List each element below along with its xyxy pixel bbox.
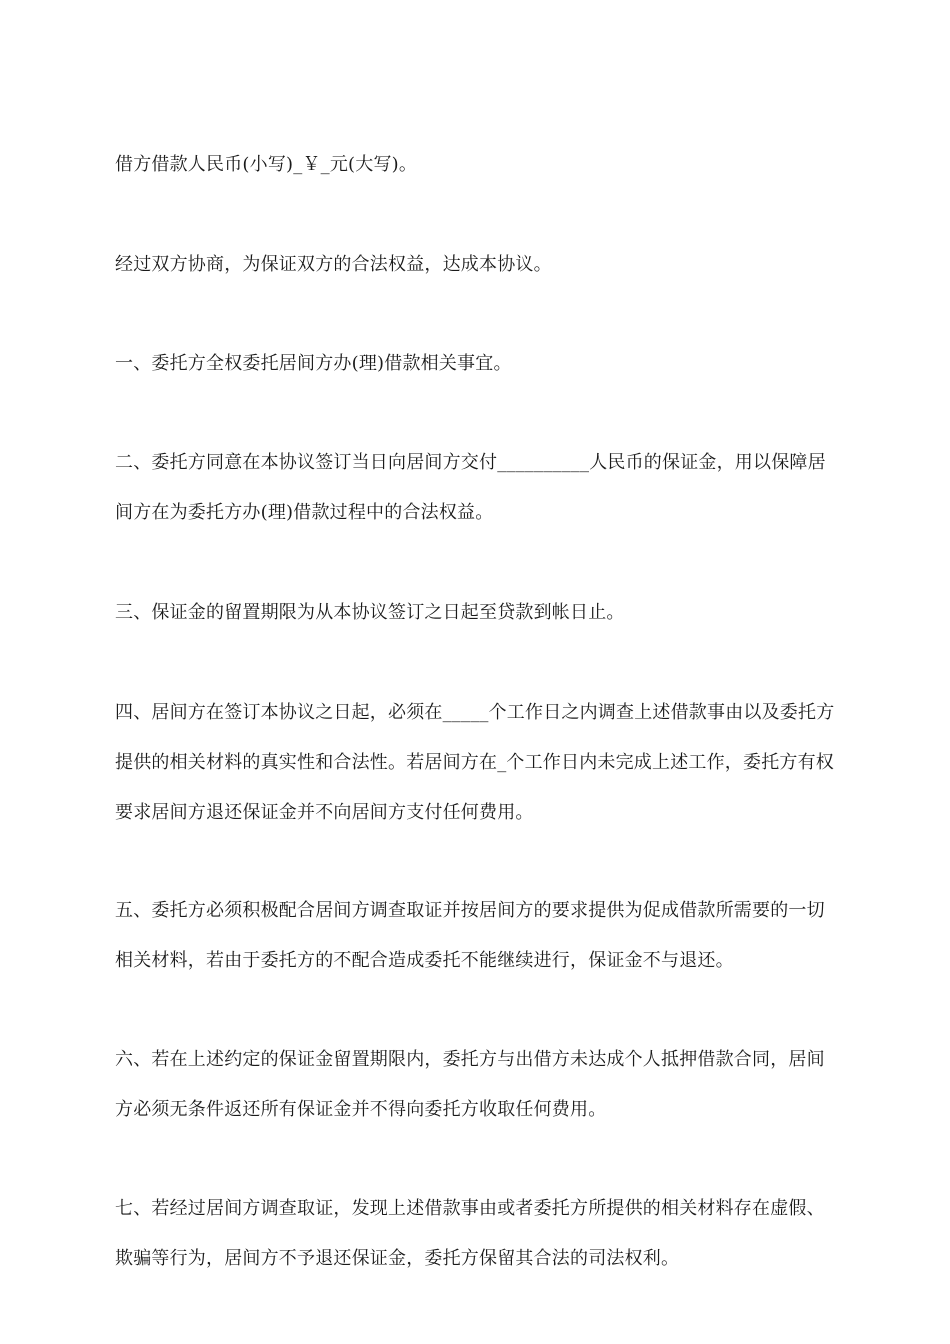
paragraph-clause-3: 三、保证金的留置期限为从本协议签订之日起至贷款到帐日止。 [115,602,625,623]
paragraph-loan-amount: 借方借款人民币(小写)_￥_元(大写)。 [115,154,418,175]
paragraph-clause-7: 七、若经过居间方调查取证，发现上述借款事由或者委托方所提供的相关材料存在虚假、欺骗等行为，居间方不予退还保证金，委托方保留其合法的司法权利。 [115,1198,825,1269]
paragraph-clause-1: 一、委托方全权委托居间方办(理)借款相关事宜。 [115,353,512,374]
paragraph-clause-6: 六、若在上述约定的保证金留置期限内，委托方与出借方未达成个人抵押借款合同，居间方必须无条件返还所有保证金并不得向委托方收取任何费用。 [115,1049,825,1120]
paragraph-clause-4: 四、居间方在签订本协议之日起，必须在_____个工作日之内调查上述借款事由以及委托方提供的相关材料的真实性和合法性。若居间方在_个工作日内未完成上述工作，委托方有权要求居间方退还保证金并不向居间方支付任何费用。 [115,702,835,823]
paragraph-clause-5: 五、委托方必须积极配合居间方调查取证并按居间方的要求提供为促成借款所需要的一切相关材料，若由于委托方的不配合造成委托不能继续进行，保证金不与退还。 [115,900,825,971]
paragraph-agreement-intro: 经过双方协商，为保证双方的合法权益，达成本协议。 [115,254,552,275]
paragraph-clause-2: 二、委托方同意在本协议签订当日向居间方交付__________人民币的保证金，用以保障居间方在为委托方办(理)借款过程中的合法权益。 [115,452,826,523]
